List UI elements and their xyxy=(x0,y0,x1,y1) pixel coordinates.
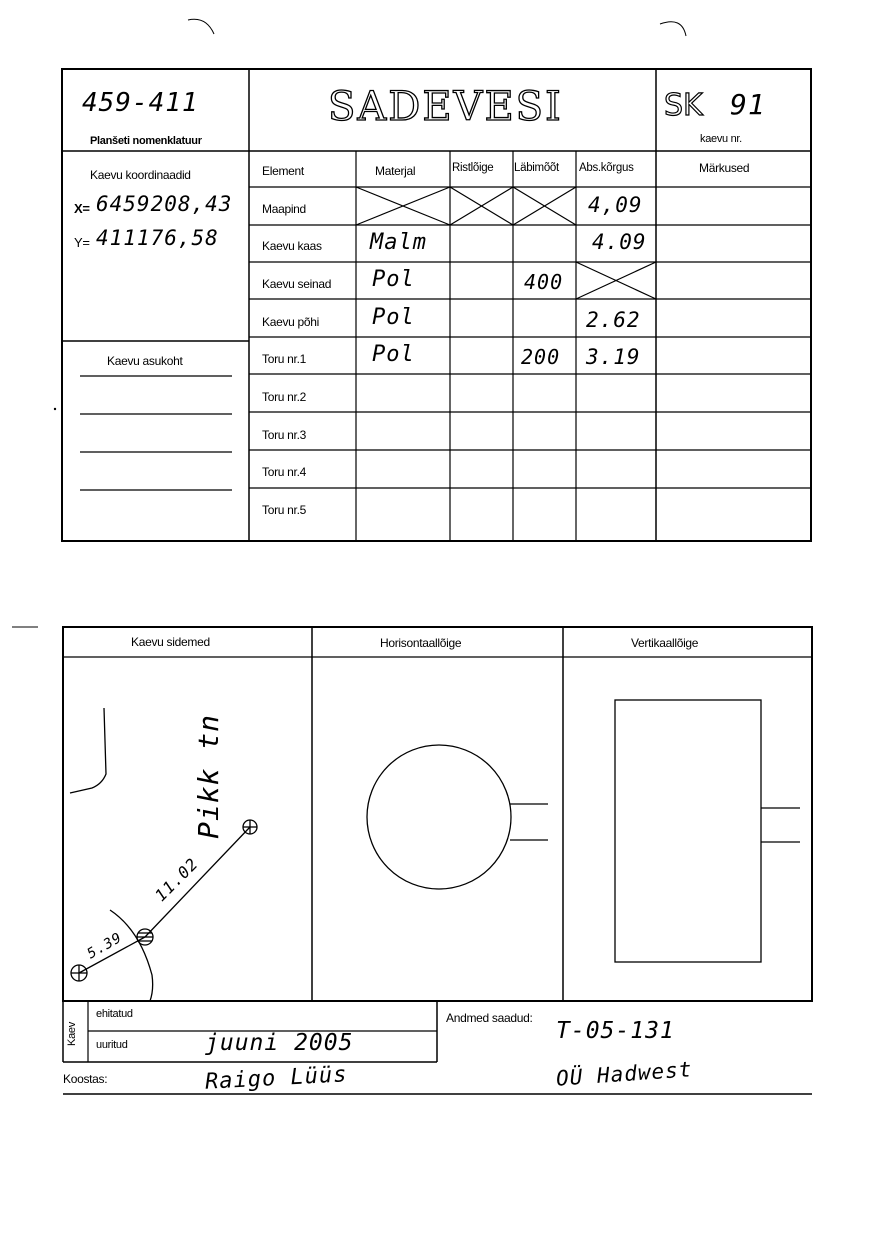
links-label: Kaevu sidemed xyxy=(131,635,210,649)
col-header-notes: Märkused xyxy=(699,161,750,175)
data-source-value: T-05-131 xyxy=(556,1018,675,1044)
cell-material: Malm xyxy=(370,230,427,255)
nomenclature-label: Planšeti nomenklatuur xyxy=(90,135,202,147)
x-value: 6459208,43 xyxy=(96,192,233,216)
coords-label: Kaevu koordinaadid xyxy=(90,168,191,182)
well-number-label: kaevu nr. xyxy=(700,133,742,145)
built-label: ehitatud xyxy=(96,1008,133,1020)
surveyed-label: uuritud xyxy=(96,1039,128,1051)
x-label: X= xyxy=(74,201,90,216)
row-element: Toru nr.5 xyxy=(262,503,306,517)
col-header-abs-height: Abs.kõrgus xyxy=(579,162,634,174)
horizontal-label: Horisontaallõige xyxy=(380,636,462,650)
row-element: Toru nr.4 xyxy=(262,465,306,479)
surveyed-date: juuni 2005 xyxy=(205,1030,354,1056)
col-header-diameter: Läbimõõt xyxy=(514,162,559,174)
data-source-label: Andmed saadud: xyxy=(446,1011,533,1025)
well-label: Kaev xyxy=(65,1022,78,1046)
row-element: Kaevu seinad xyxy=(262,277,332,291)
row-element: Toru nr.2 xyxy=(262,390,306,404)
cell-height: 3.19 xyxy=(586,345,641,369)
location-label: Kaevu asukoht xyxy=(107,354,183,368)
row-element: Kaevu kaas xyxy=(262,239,322,253)
col-header-cross-section: Ristlõige xyxy=(452,162,494,174)
horizontal-section xyxy=(367,745,548,889)
cell-height: 4.09 xyxy=(592,230,647,254)
street-name: Pikk tn xyxy=(192,713,226,840)
distance-a: 11.02 xyxy=(151,853,203,906)
cell-material: Pol xyxy=(372,342,415,367)
nomenclature-value: 459-411 xyxy=(82,88,199,118)
row-element: Toru nr.1 xyxy=(262,352,306,366)
row-element: Toru nr.3 xyxy=(262,428,306,442)
cell-material: Pol xyxy=(372,267,415,292)
cell-height: 2.62 xyxy=(586,308,641,332)
well-prefix: SK xyxy=(664,88,703,123)
compiled-label: Koostas: xyxy=(63,1072,108,1086)
distance-b: 5.39 xyxy=(84,929,126,963)
compiled-name: Raigo Lüüs xyxy=(204,1062,349,1095)
vertical-label: Vertikaallõige xyxy=(631,636,699,650)
y-label: Y= xyxy=(74,235,90,250)
vertical-section xyxy=(615,700,800,962)
row-element: Maapind xyxy=(262,202,306,216)
row-element: Kaevu põhi xyxy=(262,315,320,329)
col-header-element: Element xyxy=(262,164,304,178)
cell-diameter: 400 xyxy=(524,270,564,294)
well-number: 91 xyxy=(730,88,766,121)
col-header-material: Materjal xyxy=(375,164,416,178)
cell-height: 4,09 xyxy=(588,193,643,217)
cell-material: Pol xyxy=(372,305,415,330)
y-value: 411176,58 xyxy=(96,226,219,250)
page-title: SADEVESI xyxy=(328,84,563,130)
company-name: OÜ Hadwest xyxy=(555,1057,694,1091)
cell-diameter: 200 xyxy=(521,345,561,369)
